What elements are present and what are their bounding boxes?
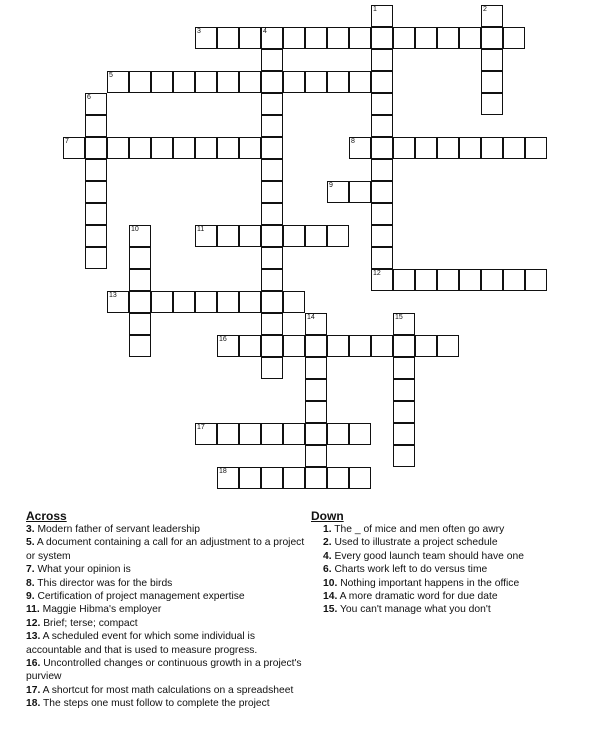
grid-cell[interactable] [85,225,107,247]
across-clue [26,563,308,576]
grid-cell[interactable] [371,335,393,357]
grid-cell[interactable] [327,423,349,445]
grid-cell[interactable] [129,313,151,335]
clue-text: A document containing a call for an adjustment to a project or system [26,537,305,562]
across-heading: Across [26,509,67,523]
grid-cell[interactable] [195,71,217,93]
grid-cell[interactable] [261,467,283,489]
grid-cell[interactable] [371,269,393,291]
clue-number-label: 16 [219,336,227,343]
clue-text: Brief; terse; compact [40,617,138,629]
grid-cell[interactable] [261,357,283,379]
down-heading: Down [311,509,344,523]
grid-cell[interactable] [261,93,283,115]
grid-cell[interactable] [371,5,393,27]
grid-cell[interactable] [261,137,283,159]
grid-cell[interactable] [437,137,459,159]
grid-cell[interactable] [371,93,393,115]
grid-cell[interactable] [239,137,261,159]
down-clue [311,550,591,563]
grid-cell[interactable] [239,27,261,49]
across-clue-list [26,523,308,711]
grid-cell[interactable] [503,137,525,159]
grid-cell[interactable] [261,71,283,93]
grid-cell[interactable] [305,313,327,335]
grid-cell[interactable] [327,225,349,247]
grid-cell[interactable] [371,247,393,269]
grid-cell[interactable] [305,423,327,445]
grid-cell[interactable] [437,27,459,49]
grid-cell[interactable] [261,247,283,269]
grid-cell[interactable] [217,225,239,247]
grid-cell[interactable] [503,27,525,49]
grid-cell[interactable] [305,379,327,401]
grid-cell[interactable] [261,313,283,335]
clue-number-label: 2 [483,6,487,13]
grid-cell[interactable] [415,27,437,49]
across-clue [26,590,308,603]
grid-cell[interactable] [459,269,481,291]
clue-text: Charts work left to do versus time [331,564,488,576]
clue-number: 5. [26,537,35,549]
grid-cell[interactable] [327,467,349,489]
grid-cell[interactable] [283,335,305,357]
grid-cell[interactable] [525,137,547,159]
grid-cell[interactable] [503,269,525,291]
grid-cell[interactable] [239,467,261,489]
grid-cell[interactable] [393,27,415,49]
down-clue-list [311,523,591,617]
grid-cell[interactable] [371,137,393,159]
grid-cell[interactable] [327,27,349,49]
clue-number: 2. [323,537,332,549]
grid-cell[interactable] [129,137,151,159]
grid-cell[interactable] [217,137,239,159]
clue-number-label: 6 [87,94,91,101]
grid-cell[interactable] [371,181,393,203]
down-clues [311,509,591,617]
clue-text: The _ of mice and men often go awry [331,524,505,535]
grid-cell[interactable] [327,335,349,357]
grid-cell[interactable] [261,115,283,137]
grid-cell[interactable] [349,137,371,159]
clue-number: 9. [26,591,35,603]
clue-number: 10. [323,577,338,589]
clue-number-label: 13 [109,292,117,299]
grid-cell[interactable] [305,335,327,357]
clue-number-label: 18 [219,468,227,475]
grid-cell[interactable] [261,49,283,71]
clue-number: 6. [323,564,332,576]
clue-number: 13. [26,631,41,643]
clue-number-label: 4 [263,28,267,35]
grid-cell[interactable] [217,291,239,313]
grid-cell[interactable] [371,225,393,247]
clue-number-label: 11 [197,226,205,233]
grid-cell[interactable] [481,49,503,71]
grid-cell[interactable] [173,71,195,93]
grid-cell[interactable] [371,115,393,137]
grid-cell[interactable] [349,423,371,445]
grid-cell[interactable] [107,71,129,93]
down-clue [311,603,591,616]
grid-cell[interactable] [371,71,393,93]
across-clues [26,509,308,711]
clue-number-label: 5 [109,72,113,79]
down-clue [311,536,591,549]
across-clue [26,617,308,630]
grid-cell[interactable] [415,269,437,291]
grid-cell[interactable] [327,181,349,203]
grid-cell[interactable] [261,181,283,203]
grid-cell[interactable] [393,423,415,445]
grid-cell[interactable] [283,71,305,93]
grid-cell[interactable] [129,291,151,313]
grid-cell[interactable] [195,137,217,159]
clue-text: What your opinion is [34,564,131,576]
grid-cell[interactable] [261,27,283,49]
grid-cell[interactable] [195,291,217,313]
grid-cell[interactable] [305,467,327,489]
down-clue [311,523,591,536]
grid-cell[interactable] [239,71,261,93]
grid-cell[interactable] [239,423,261,445]
grid-cell[interactable] [239,335,261,357]
across-clue [26,523,308,536]
grid-cell[interactable] [239,225,261,247]
across-clue [26,577,308,590]
grid-cell[interactable] [305,401,327,423]
grid-cell[interactable] [261,335,283,357]
grid-cell[interactable] [393,335,415,357]
across-clue [26,603,308,616]
clue-text: The steps one must follow to complete the project [40,698,270,710]
grid-cell[interactable] [371,49,393,71]
grid-cell[interactable] [107,291,129,313]
grid-cell[interactable] [129,71,151,93]
grid-cell[interactable] [85,93,107,115]
grid-cell[interactable] [173,137,195,159]
grid-cell[interactable] [349,27,371,49]
grid-cell[interactable] [393,379,415,401]
grid-cell[interactable] [393,445,415,467]
down-clue [311,563,591,576]
clue-text: Nothing important happens in the office [337,577,520,589]
grid-cell[interactable] [283,423,305,445]
across-clue [26,684,308,697]
grid-cell[interactable] [525,269,547,291]
grid-cell[interactable] [327,71,349,93]
grid-cell[interactable] [349,335,371,357]
grid-cell[interactable] [481,269,503,291]
clue-text: Uncontrolled changes or continuous growth in a project's purview [26,658,302,683]
clue-number: 12. [26,617,41,629]
grid-cell[interactable] [85,159,107,181]
down-clue [311,590,591,603]
grid-cell[interactable] [305,445,327,467]
clue-number-label: 9 [329,182,333,189]
grid-cell[interactable] [195,27,217,49]
grid-cell[interactable] [261,225,283,247]
grid-cell[interactable] [217,423,239,445]
grid-cell[interactable] [481,5,503,27]
clue-number-label: 17 [197,424,205,431]
clue-text: Modern father of servant leadership [34,524,201,535]
clue-number: 17. [26,684,41,696]
grid-cell[interactable] [217,27,239,49]
clue-number: 3. [26,524,35,535]
clue-number: 7. [26,564,35,576]
grid-cell[interactable] [151,291,173,313]
clue-text: A scheduled event for which some individual is accountable and that is used to measure progress. [26,631,258,656]
grid-cell[interactable] [129,335,151,357]
clue-number-label: 10 [131,226,139,233]
grid-cell[interactable] [151,137,173,159]
grid-cell[interactable] [371,203,393,225]
grid-cell[interactable] [195,423,217,445]
grid-cell[interactable] [437,335,459,357]
clue-text: Certification of project management expertise [34,591,245,603]
grid-cell[interactable] [107,137,129,159]
grid-cell[interactable] [305,27,327,49]
clue-number: 8. [26,577,35,589]
grid-cell[interactable] [349,467,371,489]
grid-cell[interactable] [437,269,459,291]
grid-cell[interactable] [371,27,393,49]
across-clue [26,657,308,684]
grid-cell[interactable] [283,225,305,247]
grid-cell[interactable] [217,71,239,93]
clue-text: A more dramatic word for due date [337,591,498,603]
clue-number-label: 8 [351,138,355,145]
clue-text: This director was for the birds [34,577,173,589]
grid-cell[interactable] [393,313,415,335]
grid-cell[interactable] [349,181,371,203]
grid-cell[interactable] [349,71,371,93]
grid-cell[interactable] [173,291,195,313]
grid-cell[interactable] [85,137,107,159]
grid-cell[interactable] [129,225,151,247]
grid-cell[interactable] [371,159,393,181]
grid-cell[interactable] [283,291,305,313]
grid-cell[interactable] [63,137,85,159]
clue-number-label: 1 [373,6,377,13]
clue-number-label: 12 [373,270,381,277]
clue-text: You can't manage what you don't [337,604,491,616]
clue-number-label: 14 [307,314,315,321]
clue-number: 16. [26,658,41,670]
grid-cell[interactable] [459,27,481,49]
grid-cell[interactable] [393,357,415,379]
clue-number: 11. [26,604,40,616]
grid-cell[interactable] [195,225,217,247]
grid-cell[interactable] [393,401,415,423]
grid-cell[interactable] [305,357,327,379]
grid-cell[interactable] [481,93,503,115]
grid-cell[interactable] [393,269,415,291]
clue-number-label: 7 [65,138,69,145]
grid-cell[interactable] [415,137,437,159]
grid-cell[interactable] [85,203,107,225]
down-clue [311,577,591,590]
grid-cell[interactable] [151,71,173,93]
grid-cell[interactable] [283,27,305,49]
grid-cell[interactable] [481,137,503,159]
grid-cell[interactable] [85,247,107,269]
clue-number-label: 3 [197,28,201,35]
grid-cell[interactable] [239,291,261,313]
grid-cell[interactable] [217,467,239,489]
clue-number: 15. [323,604,338,616]
grid-cell[interactable] [217,335,239,357]
grid-cell[interactable] [415,335,437,357]
clue-number: 1. [323,524,332,535]
across-clue [26,630,308,657]
grid-cell[interactable] [305,71,327,93]
grid-cell[interactable] [261,269,283,291]
across-clue [26,697,308,710]
grid-cell[interactable] [129,247,151,269]
grid-cell[interactable] [261,203,283,225]
grid-cell[interactable] [481,27,503,49]
clue-number: 18. [26,698,41,710]
grid-cell[interactable] [261,423,283,445]
clue-number: 14. [323,591,338,603]
grid-cell[interactable] [481,71,503,93]
grid-cell[interactable] [261,291,283,313]
grid-cell[interactable] [393,137,415,159]
across-clue [26,536,308,563]
clue-number-label: 15 [395,314,403,321]
grid-cell[interactable] [85,181,107,203]
clue-number: 4. [323,550,332,562]
grid-cell[interactable] [305,225,327,247]
clue-text: Used to illustrate a project schedule [331,537,498,549]
clue-text: Every good launch team should have one [331,550,524,562]
clue-text: A shortcut for most math calculations on a spreadsheet [40,684,294,696]
grid-cell[interactable] [129,269,151,291]
clue-text: Maggie Hibma's employer [39,604,162,616]
grid-cell[interactable] [283,467,305,489]
grid-cell[interactable] [85,115,107,137]
grid-cell[interactable] [261,159,283,181]
grid-cell[interactable] [459,137,481,159]
